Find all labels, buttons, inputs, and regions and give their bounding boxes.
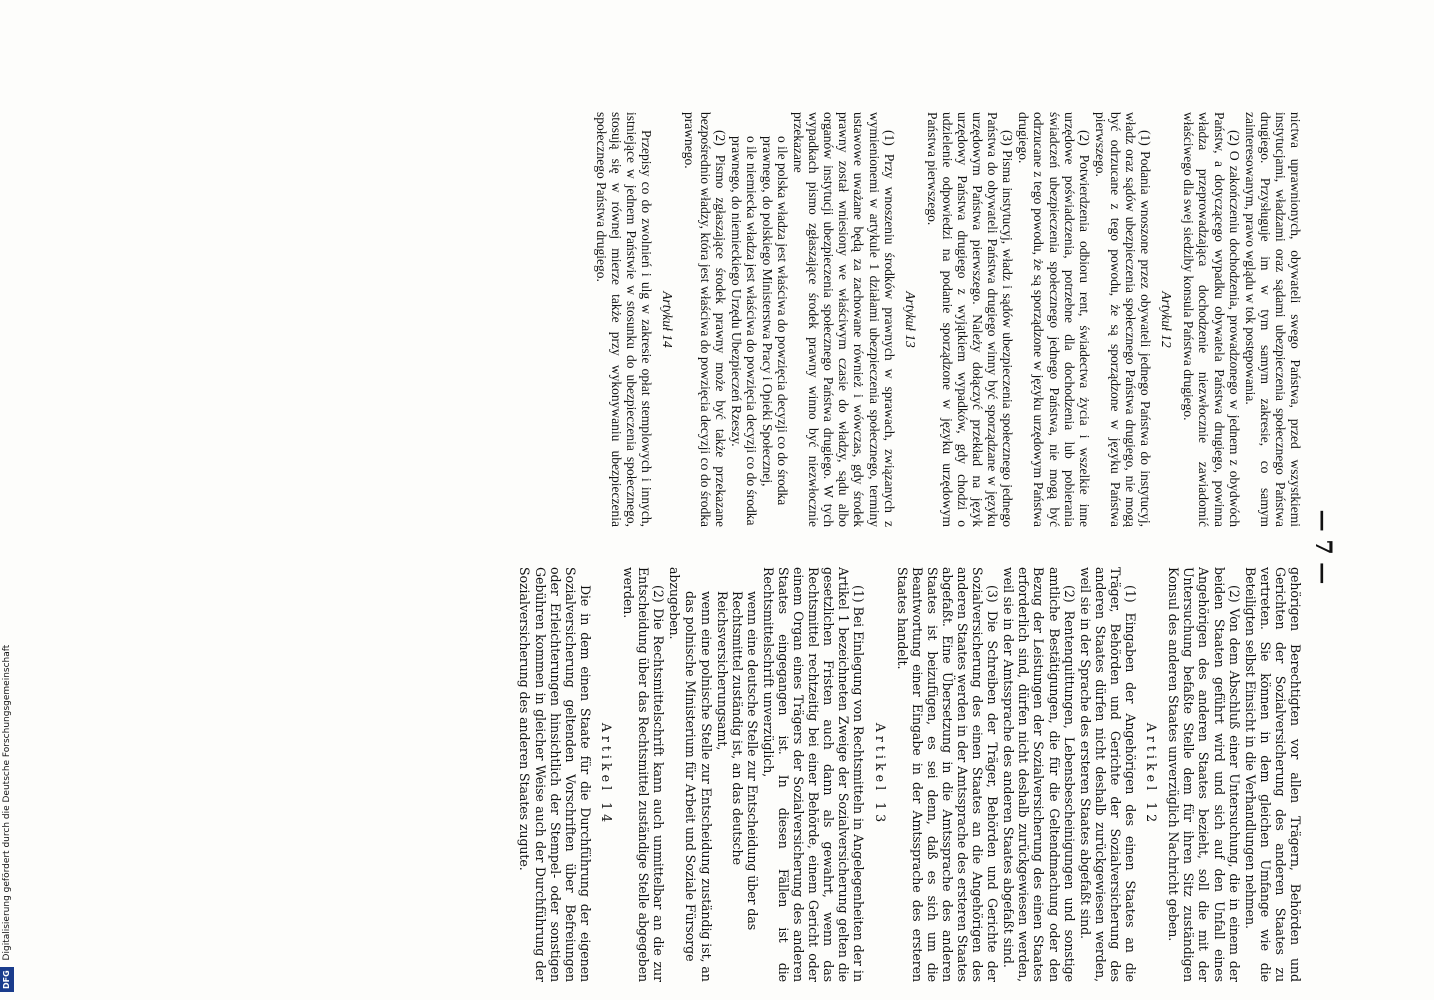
german-paragraph: (2) Die Rechtsmittelschrift kann auch unmittelbar an die zur Entscheidung über das Rechtsmittel zuständige Stelle abgegeben werden. (621, 567, 667, 982)
german-article-14-title: Artikel 14 (598, 722, 614, 827)
german-trailer: abzugeben. (667, 567, 683, 640)
polish-paragraph: (1) Podania wnoszone przez obywateli jednego Państwa do instytucyj, władz oraz sądów ubezpieczenia społecznego Państwa drugiego, nie mogą być odrzucane z tego powodu, że są sporządzone w języku Państwa pierwszego. (1092, 112, 1154, 527)
german-paragraph: (3) Die Schreiben der Träger, Behörden und Gerichte der Sozialversicherung des einen Staates an die Angehörigen des anderen Staates werden in der Amtssprache des ersteren Staates abgefaßt. Eine Übersetzung in die Amtssprache des anderen Staates ist beizufügen, es sei denn, daß es sich um die Beantwortung einer Eingabe in der Amtssprache des ersteren Staates handelt. (894, 567, 1001, 982)
polish-paragraph: (2) Pismo zgłaszające środek prawny może być także przekazane bezpośrednio władzy, która jest właściwa do powzięcia decyzji co do środka prawnego. (682, 112, 728, 527)
german-article-12-title: Artikel 12 (1144, 722, 1160, 827)
page-number: — 7 — (1310, 509, 1336, 585)
polish-paragraph: (2) Potwierdzenia odbioru rent, świadectwa życia i wszelkie inne urzędowe poświadczenia, potrzebne dla dochodzenia lub pobierania świadczeń ubezpieczenia społecznego jednego Państwa, nie mogą być odrzucane z tego powodu, że są sporządzone w języku urzędowym Państwa drugiego. (1016, 112, 1092, 527)
polish-paragraph: (3) Pisma instytucyj, władz i sądów ubezpieczenia społecznego jednego Państwa do obywateli Państwa drugiego winny być sporządzane w języku urzędowym Państwa pierwszego. Należy dołączyć przekład na język urzędowy Państwa drugiego z wyjątkiem wypadków, gdy chodzi o udzielenie odpowiedzi na podanie sporządzone w języku urzędowym Państwa pierwszego. (924, 112, 1016, 527)
german-paragraph: (2) Von dem Abschluß einer Untersuchung, die in einem der beiden Staaten geführt wird und sich auf den Unfall eines Angehörigen des anderen Staates bezieht, soll die mit der Untersuchung befaßte Stelle dem für ihren Sitz zuständigen Konsul des anderen Staates unverzüglich Nachricht geben. (1166, 567, 1242, 982)
dfg-logo-icon: DFG (0, 967, 14, 992)
polish-condition: o ile polska władza jest właściwa do powzięcia decyzji co do środka prawnego, do polskiego Ministerstwa Pracy i Opieki Społecznej, (759, 136, 790, 506)
credit-text: Digitalisierung gefördert durch die Deutsche Forschungsgemeinschaft (2, 644, 12, 961)
digitization-credit (0, 0, 14, 1000)
polish-paragraph: (2) O zakończeniu dochodzenia, prowadzonego w jednem z obydwóch Państw, a dotyczącego wypadku obywatela Państwa drugiego, powinna władza przeprowadzająca dochodzenie niezwłocznie zawiadomić właściwego dla swej siedziby konsula Państwa drugiego. (1181, 112, 1242, 527)
german-paragraph: (1) Bei Einlegung von Rechtsmitteln in Angelegenheiten der in Artikel 1 bezeichneten Zweige der Sozialversicherung gelten die gesetzlichen Fristen auch dann als gewahrt, wenn das Rechtsmittel rechtzeitig bei einer Behörde, einem Gericht oder einem Organ eines Trägers der Sozialversicherung des anderen Staates eingegangen ist. In diesen Fällen ist die Rechtsmittelschrift unverzüglich, (760, 567, 867, 982)
polish-article-14-title: Artykuł 14 (660, 291, 676, 348)
polish-column (173, 112, 1303, 527)
rotated-page-content (163, 112, 1343, 982)
german-paragraph: Die in dem einen Staate für die Durchführung der eigenen Sozialversicherung geltenden Vorschriften über Befreiungen oder Erleichterungen hinsichtlich der Stempel- oder sonstigen Gebühren kommen in gleicher Weise auch der Durchführung der Sozialversicherung des anderen Staates zugute. (517, 567, 593, 982)
german-article-13-title: Artikel 13 (872, 722, 888, 827)
german-condition: wenn eine deutsche Stelle zur Entscheidung über das Rechtsmittel zuständig ist, an das deutsche Reichsversicherungsamt, (714, 591, 760, 931)
german-paragraph: (2) Rentenquittungen, Lebensbescheinigungen und sonstige amtliche Bestätigungen, die für die Geltendmachung oder den Bezug der Leistungen der Sozialversicherung des einen Staates erforderlich sind, dürfen nicht deshalb zurückgewiesen werden, weil sie in der Amtssprache des anderen Staates abgefaßt sind. (1001, 567, 1077, 982)
polish-paragraph: Przepisy co do zwolnień i ulg w zakresie opłat stemplowych i innych, istniejące w jednem Państwie w stosunku do ubezpieczenia społecznego, stosują się w równej mierze także przy wykonywaniu ubezpieczenia społecznego Państwa drugiego. (593, 112, 655, 527)
german-condition: wenn eine polnische Stelle zur Entscheidung zuständig ist, an das polnische Ministerium für Arbeit und Soziale Fürsorge (683, 591, 714, 982)
german-paragraph: gehörigen Berechtigten vor allen Trägern, Behörden und Gerichten der Sozialversicherung des anderen Staates zu vertreten. Sie können in dem gleichen Umfange wie die Beteiligten selbst Einsicht in die Verhandlungen nehmen. (1242, 567, 1303, 982)
polish-paragraph: (1) Przy wnoszeniu środków prawnych w sprawach, związanych z wymienionemi w artykule 1 działami ubezpieczenia społecznego, terminy ustawowe uważane będą za zachowane również i wówczas, gdy środek prawny został wniesiony we właściwym czasie do władzy, sądu albo organów instytucji ubezpieczenia społecznego Państwa drugiego. W tych wypadkach pismo zgłaszające środek prawny winno być niezwłocznie przekazane (791, 112, 897, 527)
german-column (173, 567, 1303, 982)
polish-paragraph: nictwa uprawnionych, obywateli swego Państwa, przed wszystkiemi instytucjami, władzami oraz sądami ubezpieczenia społecznego Państwa drugiego. Przysługuje im w tym samym zakresie, co samym zainteresowanym, prawo wglądu w tok postępowania. (1242, 112, 1303, 527)
polish-article-13-title: Artykuł 13 (902, 291, 918, 348)
polish-condition: o ile niemiecka władza jest właściwa do powzięcia decyzji co do środka prawnego, do niemieckiego Urzędu Ubezpieczeń Rzeszy. (728, 136, 759, 526)
german-paragraph: (1) Eingaben der Angehörigen des einen Staates an die Träger, Behörden und Gerichte der Sozialversicherung des anderen Staates dürfen nicht deshalb zurückgewiesen werden, weil sie in der Sprache des ersteren Staates abgefaßt sind. (1077, 567, 1139, 982)
polish-article-12-title: Artykuł 12 (1159, 291, 1175, 348)
